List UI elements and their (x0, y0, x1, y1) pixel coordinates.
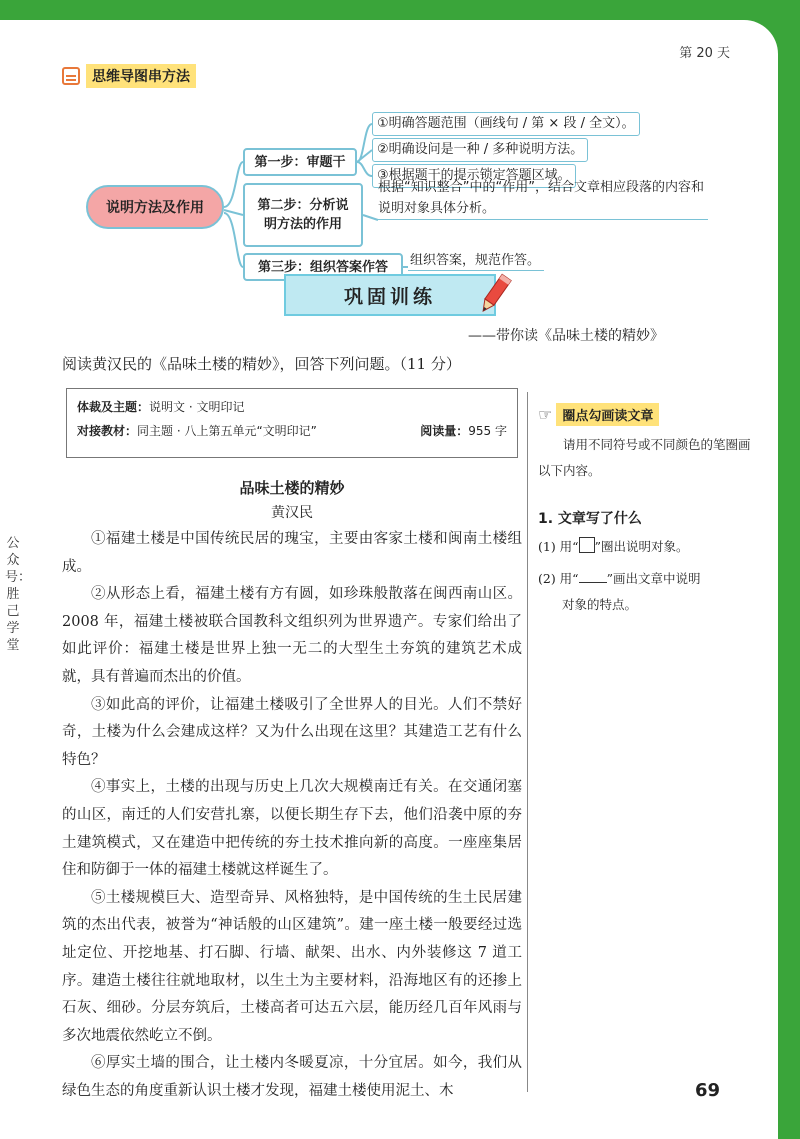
mindmap-step1-item: ①明确答题范围（画线句 / 第 × 段 / 全文）。 (372, 112, 640, 136)
genre-label: 体裁及主题： (77, 400, 150, 414)
q1-prefix: (1) 用“ (538, 539, 579, 554)
mindmap-root: 说明方法及作用 (86, 185, 224, 229)
sidebar-question-2 (538, 566, 758, 618)
mindmap-step-3: 第三步：组织答案作答 (243, 253, 403, 281)
pencil-icon (478, 270, 512, 320)
q2-prefix: (2) 用“ (538, 571, 579, 586)
article-info-box (66, 388, 518, 458)
underline-mark-icon (579, 582, 607, 583)
sidebar-tag-text: 圈点勾画读文章 (556, 403, 659, 426)
q1-suffix: ”圈出说明对象。 (594, 539, 689, 554)
q2-line2: 对象的特点。 (562, 597, 638, 612)
article-paragraph: ⑥厚实土墙的围合，让土楼内冬暖夏凉，十分宜居。如今，我们从绿色生态的角度重新认识土楼才发现，福建土楼使用泥土、木 (62, 1055, 522, 1099)
page-number: 69 (694, 1080, 720, 1101)
read-value: 955 字 (468, 424, 507, 438)
sidebar-heading: 1. 文章写了什么 (538, 511, 642, 527)
square-mark-icon (579, 537, 595, 553)
mindmap-section-title: 思维导图串方法 (86, 64, 196, 88)
textbook-link-label: 对接教材： (77, 424, 138, 438)
day-label: 第 20 天 (679, 46, 730, 61)
article-paragraph: ①福建土楼是中国传统民居的瑰宝，主要由客家土楼和闽南土楼组成。 (62, 531, 522, 575)
article-paragraph: ③如此高的评价，让福建土楼吸引了全世界人的目光。人们不禁好奇，土楼为什么会建成这样？又为什么出现在这里？其建造工艺有什么特色？ (62, 696, 522, 768)
article-title: 品味土楼的精妙 (239, 479, 345, 497)
pointing-hand-icon: ☞ (538, 405, 553, 424)
article-paragraph: ②从形态上看，福建土楼有方有圆，如珍珠般散落在闽西南山区。2008 年，福建土楼被联合国教科文组织列为世界遗产。专家们给出了如此评价：福建土楼是世界上独一无二的大型生土夯筑的建筑艺术成就，具有普遍而杰出的价值。 (62, 586, 522, 685)
sidebar-tag (538, 403, 758, 426)
mindmap-step3-desc: 组织答案，规范作答。 (408, 249, 544, 271)
reading-sidebar (538, 403, 758, 618)
mindmap-step-2-line1: 第二步：分析说 (257, 198, 349, 213)
sidebar-note: 请用不同符号或不同颜色的笔圈画以下内容。 (538, 437, 751, 478)
q2-suffix: ”画出文章中说明 (606, 571, 701, 586)
side-vertical-text: 公众号：胜己学堂 (5, 536, 32, 653)
genre-value: 说明文 · 文明印记 (149, 400, 245, 414)
practice-banner: 巩固训练 (284, 274, 496, 316)
mindmap-step1-item: ②明确设问是一种 / 多种说明方法。 (372, 138, 588, 162)
practice-instruction: 阅读黄汉民的《品味土楼的精妙》，回答下列问题。（11 分） (62, 355, 461, 373)
read-label: 阅读量： (420, 424, 469, 438)
mindmap-step1-item: ③根据题干的提示锁定答题区域。 (372, 164, 576, 188)
practice-subtitle: ——带你读《品味土楼的精妙》 (468, 328, 664, 344)
article-paragraph: ⑤土楼规模巨大、造型奇异、风格独特，是中国传统的生土民居建筑的杰出代表，被誉为“神话般的山区建筑”。建一座土楼一般要经过选址定位、开挖地基、打石脚、行墙、献架、出水、内外装修这 7 道工序。建造土楼往往就地取材，以生土为主要材料，沿海地区有的还掺上石灰、细砂。分层夯筑后，土楼高者可达五六层，能历经几百年风雨与多次地震依然屹立不倒。 (62, 889, 522, 1044)
article-author: 黄汉民 (271, 505, 313, 521)
mindmap-step2-desc: 根据“知识整合”中的“作用”，结合文章相应段落的内容和说明对象具体分析。 (378, 177, 708, 220)
sidebar-question-1 (538, 534, 758, 560)
page (0, 20, 778, 1139)
mindmap-step-2 (243, 183, 363, 247)
textbook-link-value: 同主题 · 八上第五单元“文明印记” (137, 424, 317, 438)
article-paragraph: ④事实上，土楼的出现与历史上几次大规模南迁有关。在交通闭塞的山区，南迁的人们安营扎寨，以便长期生存下去，他们沿袭中原的夯土建筑模式，又在建造中把传统的夯土技术推向新的高度。一座座集居住和防御于一体的福建土楼就这样诞生了。 (62, 779, 522, 879)
article (62, 476, 522, 1105)
column-divider (527, 392, 528, 1092)
mindmap-step-2-line2: 明方法的作用 (263, 217, 342, 232)
mindmap-step-1: 第一步：审题干 (243, 148, 357, 176)
